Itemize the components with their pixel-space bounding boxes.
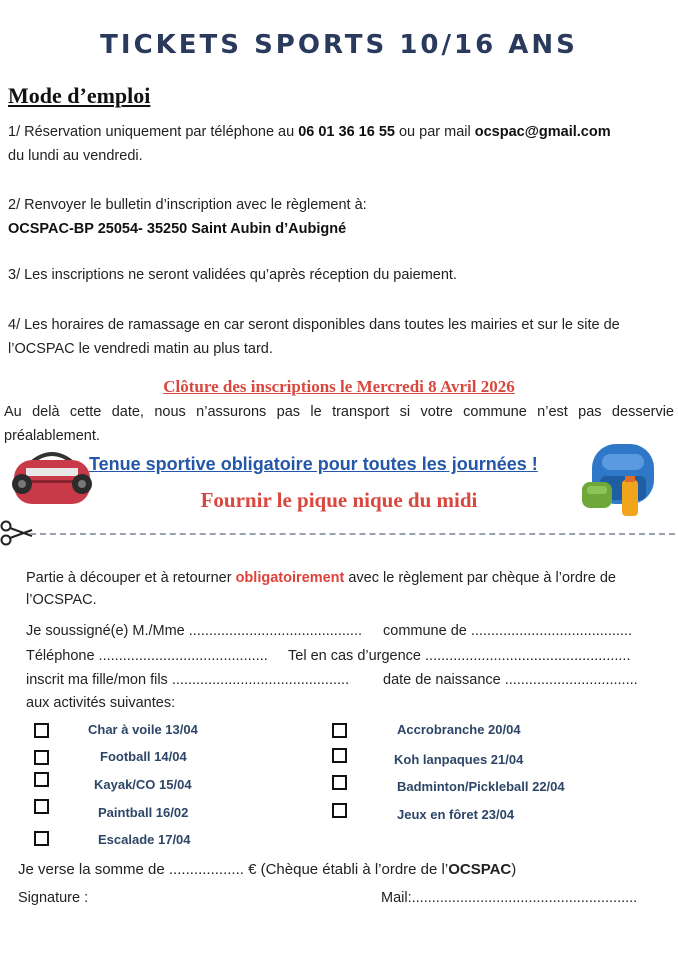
step-3: 3/ Les inscriptions ne seront validées qu’après réception du paiement. (8, 267, 457, 283)
activity-label: Paintball 16/02 (98, 805, 189, 820)
phone-number: 06 01 36 16 55 (298, 124, 395, 140)
activity-checkbox[interactable] (332, 803, 347, 818)
lunch-notice: Fournir le pique nique du midi (200, 488, 478, 512)
activity-checkbox[interactable] (34, 799, 49, 814)
scissors-icon (0, 520, 34, 546)
activity-label: Badminton/Pickleball 22/04 (397, 779, 565, 794)
deadline-notice: Clôture des inscriptions le Mercredi 8 Avril 2026 (163, 377, 515, 396)
postal-address: OCSPAC-BP 25054- 35250 Saint Aubin d’Aubigné (8, 221, 347, 237)
step-1: 1/ Réservation uniquement par téléphone au 06 01 36 16 55 ou par mail ocspac@gmail.com du lundi au vendredi. (8, 124, 611, 164)
activity-label: Char à voile 13/04 (88, 722, 198, 737)
mandatory-label: obligatoirement (235, 570, 345, 586)
tenue-notice: Tenue sportive obligatoire pour toutes les journées ! (89, 454, 538, 474)
activity-checkbox[interactable] (332, 723, 347, 738)
step-2: 2/ Renvoyer le bulletin d’inscription avec le règlement à: OCSPAC-BP 25054- 35250 Saint Aubin d’Aubigné (8, 197, 367, 237)
transport-line-1: Au delà cette date, nous n’assurons pas le transport si votre commune n’est pas desservie (4, 404, 674, 420)
activity-checkbox[interactable] (34, 831, 49, 846)
activity-label: Accrobranche 20/04 (397, 722, 521, 737)
activity-checkbox[interactable] (34, 772, 49, 787)
activity-checkbox[interactable] (34, 750, 49, 765)
transport-line-2: préalablement. (4, 428, 100, 444)
activity-checkbox[interactable] (34, 723, 49, 738)
backpack-icon (578, 440, 666, 520)
mail-field-label[interactable]: Mail:........................................................ (381, 890, 638, 906)
child-field-label[interactable]: inscrit ma fille/mon fils ............................................ (26, 672, 350, 688)
section-heading: Mode d’emploi (8, 83, 151, 108)
email-address: ocspac@gmail.com (474, 124, 611, 140)
name-field-label[interactable]: Je soussigné(e) M./Mme ........................................... (26, 623, 362, 639)
emergency-phone-field-label[interactable]: Tel en cas d’urgence ................................................... (288, 648, 631, 664)
phone-field-label[interactable]: Téléphone .......................................... (26, 648, 268, 664)
activities-label: aux activités suivantes: (26, 695, 176, 711)
activity-label: Escalade 17/04 (98, 832, 191, 847)
activity-label: Koh lanpaques 21/04 (394, 752, 524, 767)
page-title: TICKETS SPORTS 10/16 ANS (100, 30, 578, 60)
payment-line[interactable]: Je verse la somme de .................. € (Chèque établi à l’ordre de l’OCSPAC) (18, 861, 517, 878)
activity-label: Jeux en fôret 23/04 (397, 807, 515, 822)
activity-label: Football 14/04 (100, 749, 187, 764)
birthdate-field-label[interactable]: date de naissance ................................. (383, 672, 638, 688)
form-intro: Partie à découper et à retourner obligatoirement avec le règlement par chèque à l’ordre de l’OCSPAC. (26, 570, 616, 608)
activity-checkbox[interactable] (332, 775, 347, 790)
commune-field-label[interactable]: commune de ........................................ (383, 623, 632, 639)
activity-checkbox[interactable] (332, 748, 347, 763)
cut-line (30, 533, 675, 535)
signature-label[interactable]: Signature : (18, 890, 89, 906)
activity-label: Kayak/CO 15/04 (94, 777, 192, 792)
step-4: 4/ Les horaires de ramassage en car seront disponibles dans toutes les mairies et sur le site de l’OCSPAC le vendredi matin au plus tard. (8, 317, 620, 357)
